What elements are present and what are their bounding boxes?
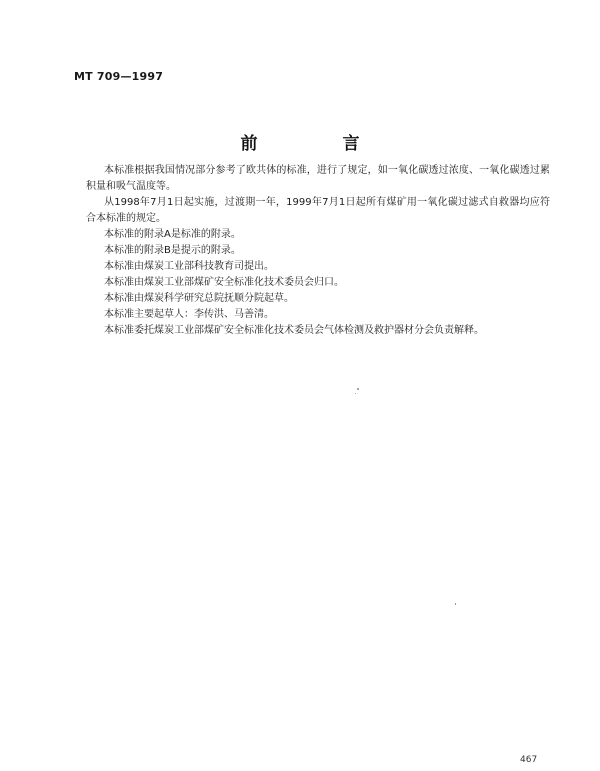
- paragraph-implementation: 从1998年7月1日起实施，过渡期一年，1999年7月1日起所有煤矿用一氧化碳过滤式自救器均应符合本标准的规定。: [86, 197, 550, 224]
- page-number: 467: [520, 755, 538, 765]
- standard-code: MT 709—1997: [74, 70, 164, 83]
- foreword-body: [86, 163, 550, 339]
- paragraph-appendix-a: 本标准的附录A是标准的附录。: [104, 229, 241, 240]
- paragraph-interpretation: 本标准委托煤炭工业部煤矿安全标准化技术委员会气体检测及救护器材分会负责解释。: [104, 325, 484, 336]
- paragraph-reference: 本标准根据我国情况部分参考了欧共体的标准，进行了规定，如一氧化碳透过浓度、一氧化碳透过累积量和吸气温度等。: [86, 165, 550, 192]
- page-title: 前 言: [240, 134, 394, 154]
- paragraph-appendix-b: 本标准的附录B是提示的附录。: [104, 245, 241, 256]
- scan-speck: [455, 603, 456, 605]
- paragraph-drafters: 本标准主要起草人：李传洪、马善清。: [104, 309, 274, 320]
- paragraph-administrator: 本标准由煤炭工业部煤矿安全标准化技术委员会归口。: [104, 277, 344, 288]
- scan-speck: [355, 393, 356, 394]
- paragraph-drafter-org: 本标准由煤炭科学研究总院抚顺分院起草。: [104, 293, 294, 304]
- paragraph-proposer: 本标准由煤炭工业部科技教育司提出。: [104, 261, 274, 272]
- scan-speck: [357, 388, 359, 390]
